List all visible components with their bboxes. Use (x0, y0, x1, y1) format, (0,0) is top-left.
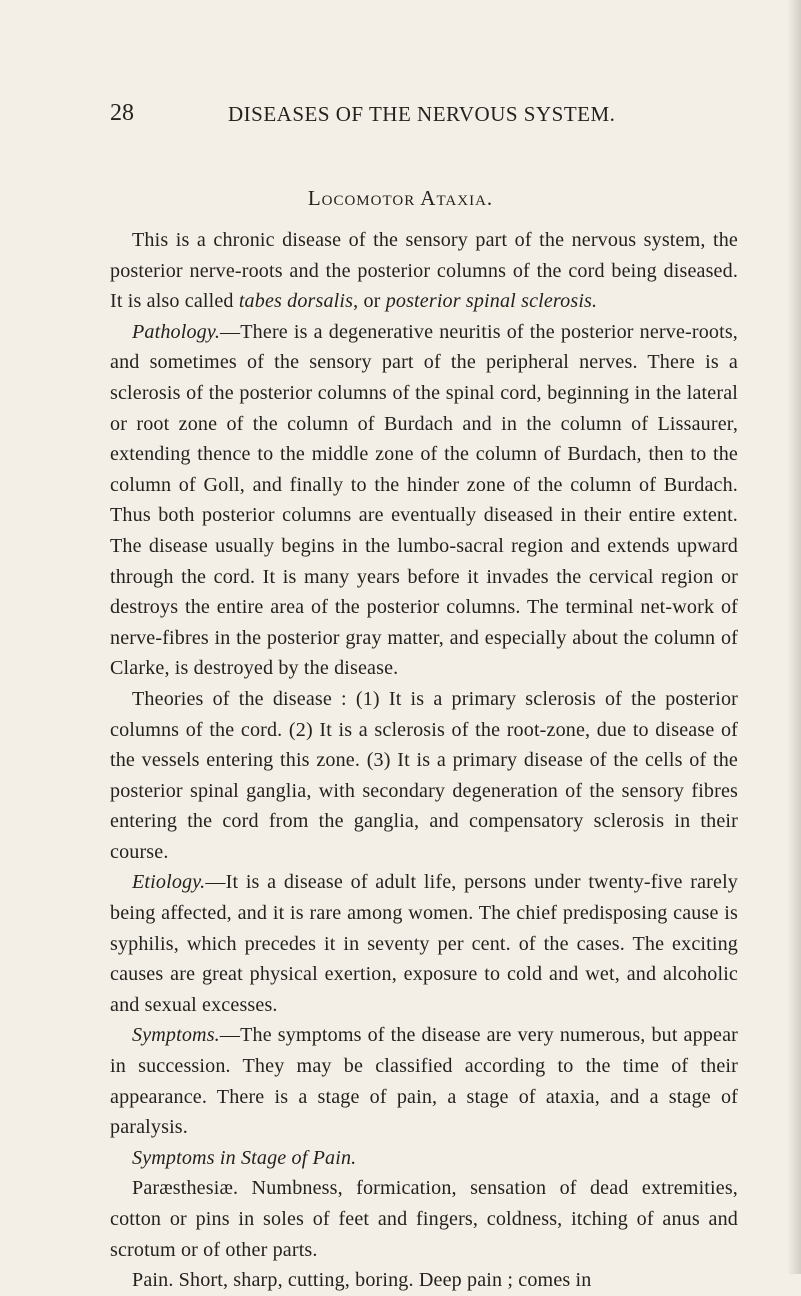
body-text (110, 225, 738, 1296)
paragraph-pain: Pain. Short, sharp, cutting, boring. Deep pain ; comes in (132, 1269, 592, 1292)
etiology-heading: Etiology. (132, 871, 206, 894)
paragraph-pathology: Pathology.—There is a degenerative neuritis of the posterior nerve-roots, and sometimes of the sensory part of the peripheral nerves. There is a sclerosis of the posterior columns of the spinal cord, beginning in the lateral or root zone of the column of Burdach and in the column of Lissaurer, extending thence to the middle zone of the column of Burdach, then to the column of Goll, and finally to the hinder zone of the column of Burdach. Thus both posterior columns are eventually diseased in their entire extent. The disease usually begins in the lumbo-sacral region and extends upward through the cord. It is many years before it invades the cervical region or destroys the entire area of the posterior columns. The terminal net-work of nerve-fibres in the posterior gray matter, and especially about the column of Clarke, is destroyed by the disease. (110, 320, 738, 680)
paragraph-symptoms: Symptoms.—The symptoms of the disease are very numerous, but appear in succession. They may be classified according to the time of their appearance. There is a stage of pain, a stage of ataxia, and a stage of paralysis. (110, 1024, 738, 1139)
running-head: DISEASES OF THE NERVOUS SYSTEM. (228, 102, 616, 126)
page-header (110, 100, 730, 134)
paragraph-paraesthesiae: Paræsthesiæ. Numbness, formication, sensation of dead extremities, cotton or pins in soles of feet and fingers, coldness, itching of anus and scrotum or of other parts. (110, 1177, 738, 1261)
symptoms-heading: Symptoms. (132, 1024, 220, 1047)
paragraph-etiology: Etiology.—It is a disease of adult life, persons under twenty-five rarely being affected, and it is rare among women. The chief predisposing cause is syphilis, which precedes it in seventy per cent. of the cases. The exciting causes are great physical exertion, exposure to cold and wet, and alcoholic and sexual excesses. (110, 871, 738, 1016)
paragraph-introduction: This is a chronic disease of the sensory part of the nervous system, the posterior nerve-roots and the posterior columns of the cord being diseased. It is also called tabes dorsalis, or posterior spinal sclerosis. (110, 229, 738, 313)
chapter-title: Locomotor Ataxia. (307, 186, 494, 210)
pathology-heading: Pathology. (132, 320, 221, 343)
subheading-stage-of-pain: Symptoms in Stage of Pain. (132, 1146, 357, 1169)
paragraph-theories: Theories of the disease : (1) It is a primary sclerosis of the posterior columns of the cord. (2) It is a sclerosis of the root-zone, due to disease of the vessels entering this zone. (3) It is a primary disease of the cells of the posterior spinal ganglia, with secondary degeneration of the sensory fibres entering the cord from the ganglia, and compensatory sclerosis in their course. (110, 687, 738, 863)
page-number: 28 (110, 100, 134, 126)
